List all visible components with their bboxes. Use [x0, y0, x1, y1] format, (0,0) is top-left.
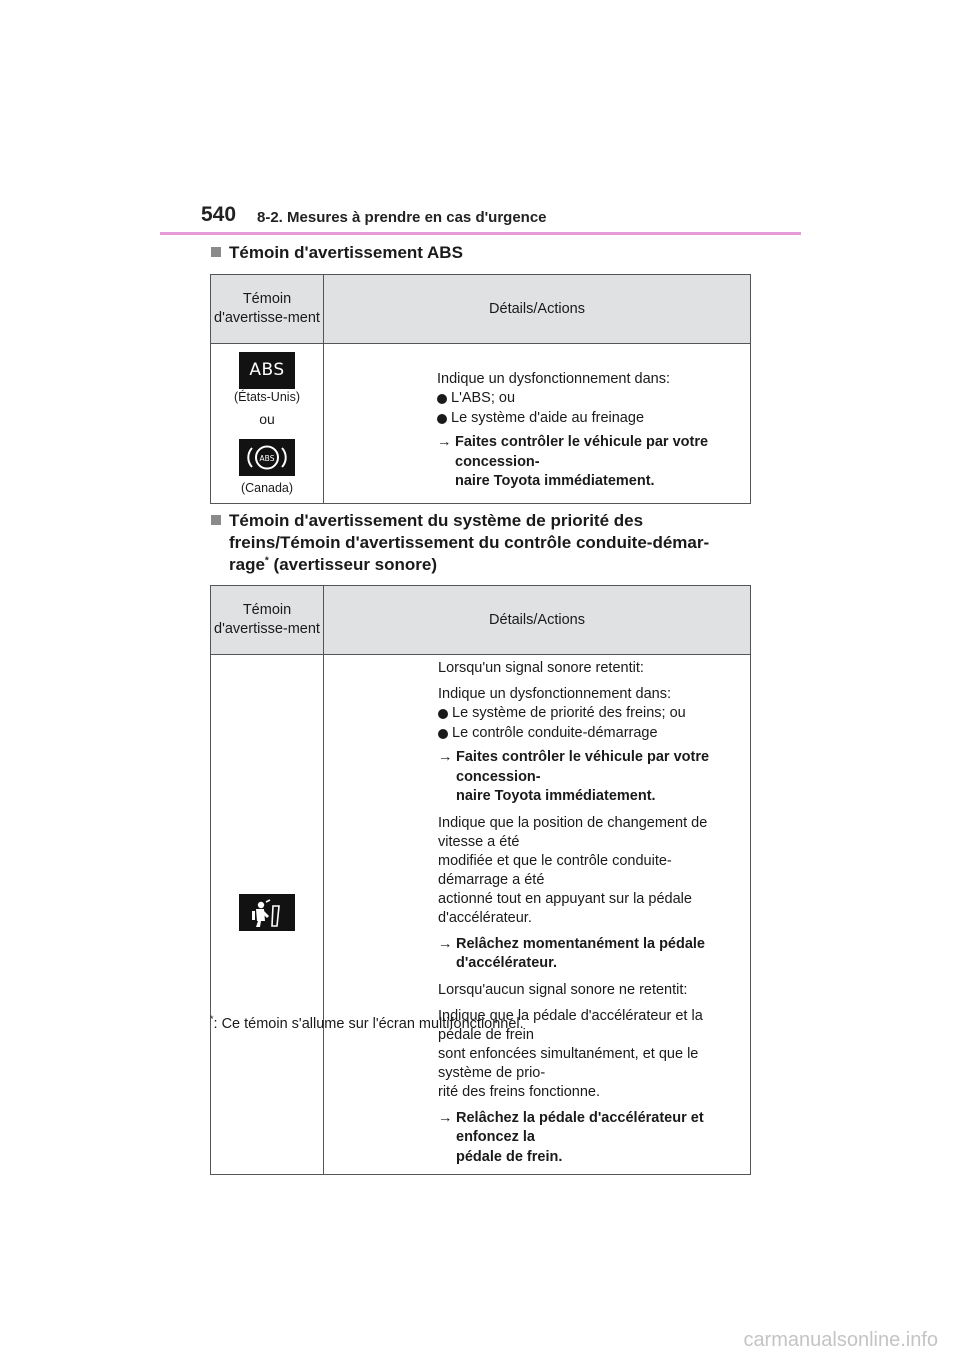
shift-line2: modifiée et que le contrôle conduite-démarrage a été: [438, 852, 672, 888]
title-footnote-mark: *: [264, 555, 269, 567]
action-release-press-brake: [438, 1109, 741, 1168]
brake-override-bullet: [438, 704, 741, 724]
brake-assist-bullet-text: Le système d'aide au freinage: [451, 409, 645, 426]
footnote-mark: *: [210, 1014, 214, 1024]
drive-start-details-cell: [324, 655, 751, 1175]
bullet-dot-icon: [437, 394, 447, 404]
brake-override-heading: [211, 510, 709, 576]
col-header-light: Témoin d'avertisse-ment: [211, 275, 324, 344]
drive-start-icon-cell: [211, 655, 324, 1175]
title-rage: rage: [229, 555, 265, 574]
arrow-icon: →: [438, 1109, 453, 1126]
col-header-details: Détails/Actions: [324, 275, 751, 344]
abs-warning-title: Témoin d'avertissement ABS: [229, 243, 463, 262]
watermark: carmanualsonline.info: [743, 1329, 938, 1351]
title-buzzer: (avertisseur sonore): [268, 555, 438, 574]
page-number: 540: [201, 203, 237, 226]
action-brake-line2: pédale de frein.: [456, 1148, 563, 1165]
action-release-text: Relâchez momentanément la pédale d'accélérateur.: [456, 935, 705, 971]
arrow-icon: →: [438, 749, 453, 765]
brake-override-title-line1: Témoin d'avertissement du système de priorité des: [229, 511, 644, 530]
brake-override-table: [210, 585, 751, 1175]
malfunction-intro: Indique un dysfonctionnement dans:: [438, 686, 671, 702]
abs-bullet-text: L'ABS; ou: [451, 390, 516, 406]
buzzer-off-text: Lorsqu'aucun signal sonore ne retentit:: [438, 981, 688, 998]
header-rule: [160, 232, 801, 235]
brake-assist-bullet: [437, 409, 742, 429]
or-text: ou: [259, 410, 275, 427]
pedals-line1: Indique que la pédale d'accélérateur et la pédale de frein: [438, 1007, 703, 1043]
abs-action-line2: naire Toyota immédiatement.: [455, 473, 655, 489]
abs-usa-icon: ABS: [239, 352, 295, 389]
brake-override-bullet-text: Le système de priorité des freins; ou: [452, 705, 686, 721]
abs-canada-caption: (Canada): [240, 480, 294, 495]
abs-action-line1: Faites contrôler le véhicule par votre concession-: [455, 434, 709, 470]
abs-details-cell: [324, 344, 751, 504]
section-header: 8-2. Mesures à prendre en cas d'urgence: [257, 209, 547, 226]
drive-start-bullet-text: Le contrôle conduite-démarrage: [452, 724, 658, 741]
action-dealer: [438, 748, 741, 807]
action-dealer-line2: naire Toyota immédiatement.: [456, 788, 656, 804]
abs-icon-cell: [211, 344, 324, 504]
pedals-line2: sont enfoncées simultanément, et que le système de prio-: [438, 1045, 699, 1081]
abs-canada-icon: [239, 439, 295, 476]
brake-override-title-line3: [211, 554, 709, 576]
buzzer-on-text: Lorsqu'un signal sonore retentit:: [438, 660, 644, 676]
abs-bullet: [437, 389, 742, 409]
heading-square-icon: [211, 247, 221, 257]
pedals-line3: rité des freins fonctionne.: [438, 1083, 601, 1100]
footnote: [210, 1014, 524, 1032]
action-brake-line1: Relâchez la pédale d'accélérateur et enfoncez la: [456, 1109, 704, 1145]
abs-warning-table: [210, 274, 751, 504]
abs-action: [437, 433, 742, 492]
abs-usa-caption: (États-Unis): [234, 389, 300, 404]
abs-canada-icon-text: ABS: [259, 453, 275, 463]
arrow-icon: →: [437, 434, 452, 450]
col-header-details: Détails/Actions: [324, 586, 751, 655]
bullet-dot-icon: [438, 729, 448, 739]
shift-line1: Indique que la position de changement de vitesse a été: [438, 814, 708, 850]
heading-square-icon: [211, 515, 221, 525]
col-header-light: Témoin d'avertisse-ment: [211, 586, 324, 655]
bullet-dot-icon: [437, 414, 447, 424]
arrow-icon: →: [438, 935, 453, 952]
shift-position-text: [438, 814, 741, 928]
shift-line3: actionné tout en appuyant sur la pédale d'accélérateur.: [438, 890, 692, 926]
brake-override-title-line2: freins/Témoin d'avertissement du contrôle conduite-démar-: [229, 533, 710, 552]
drive-start-bullet: [438, 724, 741, 744]
bullet-dot-icon: [438, 709, 448, 719]
abs-warning-heading: [211, 242, 463, 264]
abs-intro: Indique un dysfonctionnement dans:: [437, 371, 670, 387]
footnote-text: : Ce témoin s'allume sur l'écran multifonctionnel.: [213, 1015, 524, 1032]
action-release-accelerator: [438, 935, 741, 974]
drive-start-control-icon: [239, 894, 295, 931]
action-dealer-line1: Faites contrôler le véhicule par votre concession-: [456, 749, 710, 785]
